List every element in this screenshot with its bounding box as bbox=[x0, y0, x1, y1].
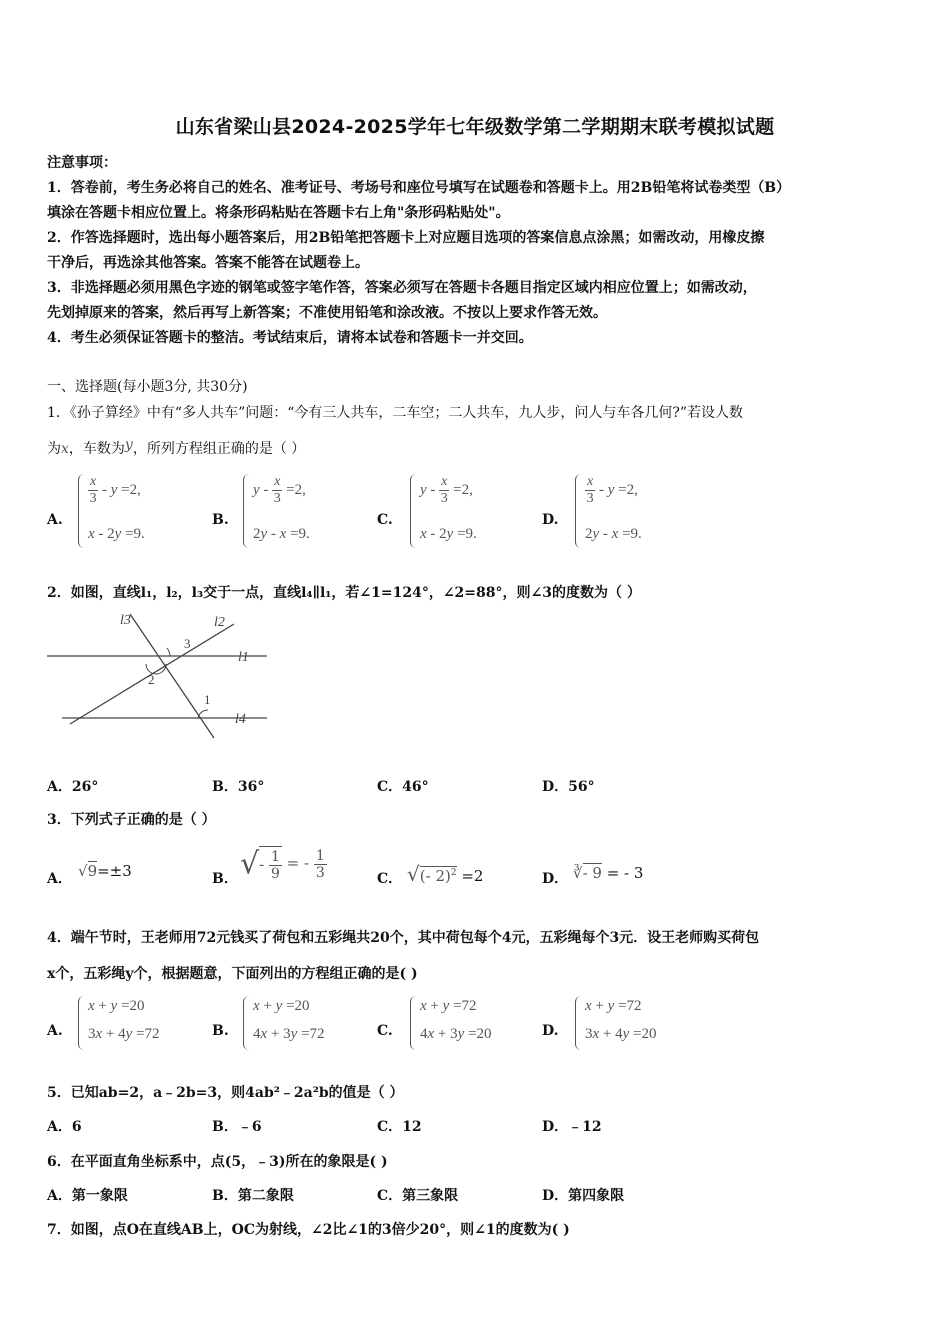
q6-option-c[interactable]: C．第三象限 bbox=[377, 1188, 459, 1204]
notice-line: 4．考生必须保证答题卡的整洁。考试结束后，请将本试卷和答题卡一并交回。 bbox=[47, 330, 533, 346]
q4-option-b-system[interactable]: x + y =20 4x + 3y =72 bbox=[243, 996, 363, 1052]
q2-text: 2．如图，直线l₁，l₂，l₃交于一点，直线l₄∥l₁，若∠1=124°，∠2=88°，则∠3的度数为（ ） bbox=[47, 585, 641, 601]
q3-option-d-label[interactable]: D． bbox=[542, 871, 569, 887]
q1-text-2: 为x，车数为y，所列方程组正确的是（ ） bbox=[47, 437, 306, 457]
q1-option-d-label[interactable]: D. bbox=[542, 512, 559, 528]
q2-figure bbox=[42, 606, 272, 746]
q4-option-d-system[interactable]: x + y =72 3x + 4y =20 bbox=[575, 996, 695, 1052]
angle-3-arc bbox=[167, 648, 170, 656]
q6-option-d[interactable]: D．第四象限 bbox=[542, 1188, 625, 1204]
q4-option-a-system[interactable]: x + y =20 3x + 4y =72 bbox=[78, 996, 198, 1052]
label-l3: l3 bbox=[120, 613, 131, 628]
q5-option-b[interactable]: B．﹣6 bbox=[212, 1119, 262, 1135]
q3-option-a-expr[interactable]: √9=±3 bbox=[78, 862, 132, 880]
q2-option-a[interactable]: A．26° bbox=[47, 779, 99, 795]
notice-line: 干净后，再选涂其他答案。答案不能答在试题卷上。 bbox=[47, 255, 369, 271]
notice-line: 填涂在答题卡相应位置上。将条形码粘贴在答题卡右上角"条形码粘贴处"。 bbox=[47, 205, 510, 221]
q5-option-a[interactable]: A．6 bbox=[47, 1119, 82, 1135]
q3-option-c-label[interactable]: C． bbox=[377, 871, 403, 887]
q4-text-2: x个，五彩绳y个，根据题意，下面列出的方程组正确的是( ) bbox=[47, 966, 418, 982]
notice-line: 1．答卷前，考生务必将自己的姓名、准考证号、考场号和座位号填写在试题卷和答题卡上。用2B铅笔将试卷类型（B） bbox=[47, 180, 791, 196]
q4-option-b-label[interactable]: B. bbox=[212, 1023, 229, 1039]
q4-text: 4．端午节时，王老师用72元钱买了荷包和五彩绳共20个，其中荷包每个4元，五彩绳每个3元．设王老师购买荷包 bbox=[47, 930, 760, 946]
section-heading: 一、选择题(每小题3分, 共30分) bbox=[47, 379, 248, 395]
q6-option-b[interactable]: B．第二象限 bbox=[212, 1188, 294, 1204]
notice-line: 3．非选择题必须用黑色字迹的钢笔或签字笔作答，答案必须写在答题卡各题目指定区域内相应位置上；如需改动， bbox=[47, 280, 757, 296]
q5-option-d[interactable]: D．﹣12 bbox=[542, 1119, 602, 1135]
label-l1: l1 bbox=[238, 650, 249, 665]
label-l2: l2 bbox=[214, 615, 225, 630]
q3-option-a-label[interactable]: A． bbox=[47, 871, 72, 887]
q1-option-c-label[interactable]: C. bbox=[377, 512, 393, 528]
q3-option-b-label[interactable]: B． bbox=[212, 871, 238, 887]
q5-option-c[interactable]: C．12 bbox=[377, 1119, 422, 1135]
q1-option-a-label[interactable]: A. bbox=[47, 512, 63, 528]
notice-heading: 注意事项： bbox=[47, 155, 117, 171]
q6-option-a[interactable]: A．第一象限 bbox=[47, 1188, 128, 1204]
q4-option-d-label[interactable]: D. bbox=[542, 1023, 559, 1039]
q2-option-b[interactable]: B．36° bbox=[212, 779, 265, 795]
q1-option-d-system[interactable]: $\frac{x}{3}$ - y =2, 2y - x =9. bbox=[575, 474, 685, 550]
q4-option-a-label[interactable]: A. bbox=[47, 1023, 63, 1039]
q3-option-b-expr[interactable]: √- $\frac{1}{9}$ = - $\frac{1}{3}$ bbox=[240, 846, 325, 882]
q2-option-d[interactable]: D．56° bbox=[542, 779, 595, 795]
q6-text: 6．在平面直角坐标系中，点(5，﹣3)所在的象限是( ) bbox=[47, 1154, 388, 1170]
label-angle-1: 1 bbox=[204, 692, 211, 707]
q2-option-c[interactable]: C．46° bbox=[377, 779, 429, 795]
label-angle-3: 3 bbox=[184, 636, 191, 651]
q4-option-c-label[interactable]: C. bbox=[377, 1023, 393, 1039]
label-angle-2: 2 bbox=[148, 672, 155, 687]
q4-option-c-system[interactable]: x + y =72 4x + 3y =20 bbox=[410, 996, 530, 1052]
q1-text: 1．《孙子算经》中有“多人共车”问题：“今有三人共车，二车空；二人共车，九人步，问人与车各几何?”若设人数 bbox=[47, 405, 744, 421]
notice-line: 先划掉原来的答案，然后再写上新答案；不准使用铅笔和涂改液。不按以上要求作答无效。 bbox=[47, 305, 607, 321]
q1-option-c-system[interactable]: y - $\frac{x}{3}$ =2, x - 2y =9. bbox=[410, 474, 520, 550]
q7-text: 7．如图，点O在直线AB上，OC为射线，∠2比∠1的3倍少20°，则∠1的度数为( ) bbox=[47, 1222, 570, 1238]
q5-text: 5．已知ab=2，a﹣2b=3，则4ab²﹣2a²b的值是（ ） bbox=[47, 1085, 404, 1101]
q3-text: 3．下列式子正确的是（ ） bbox=[47, 812, 216, 828]
q3-option-c-expr[interactable]: √(- 2)$^2$ =2 bbox=[407, 862, 484, 886]
q1-option-a-system[interactable]: $\frac{x}{3}$ - y =2, x - 2y =9. bbox=[78, 474, 188, 550]
notice-line: 2．作答选择题时，选出每小题答案后，用2B铅笔把答题卡上对应题目选项的答案信息点涂黑；如需改动，用橡皮擦 bbox=[47, 230, 765, 246]
page-title: 山东省梁山县2024-2025学年七年级数学第二学期期末联考模拟试题 bbox=[175, 116, 775, 138]
line-l3 bbox=[130, 614, 214, 738]
q1-option-b-label[interactable]: B. bbox=[212, 512, 229, 528]
label-l4: l4 bbox=[235, 712, 246, 727]
q3-option-d-expr[interactable]: ∛- 9 = - 3 bbox=[573, 864, 644, 882]
q1-option-b-system[interactable]: y - $\frac{x}{3}$ =2, 2y - x =9. bbox=[243, 474, 353, 550]
